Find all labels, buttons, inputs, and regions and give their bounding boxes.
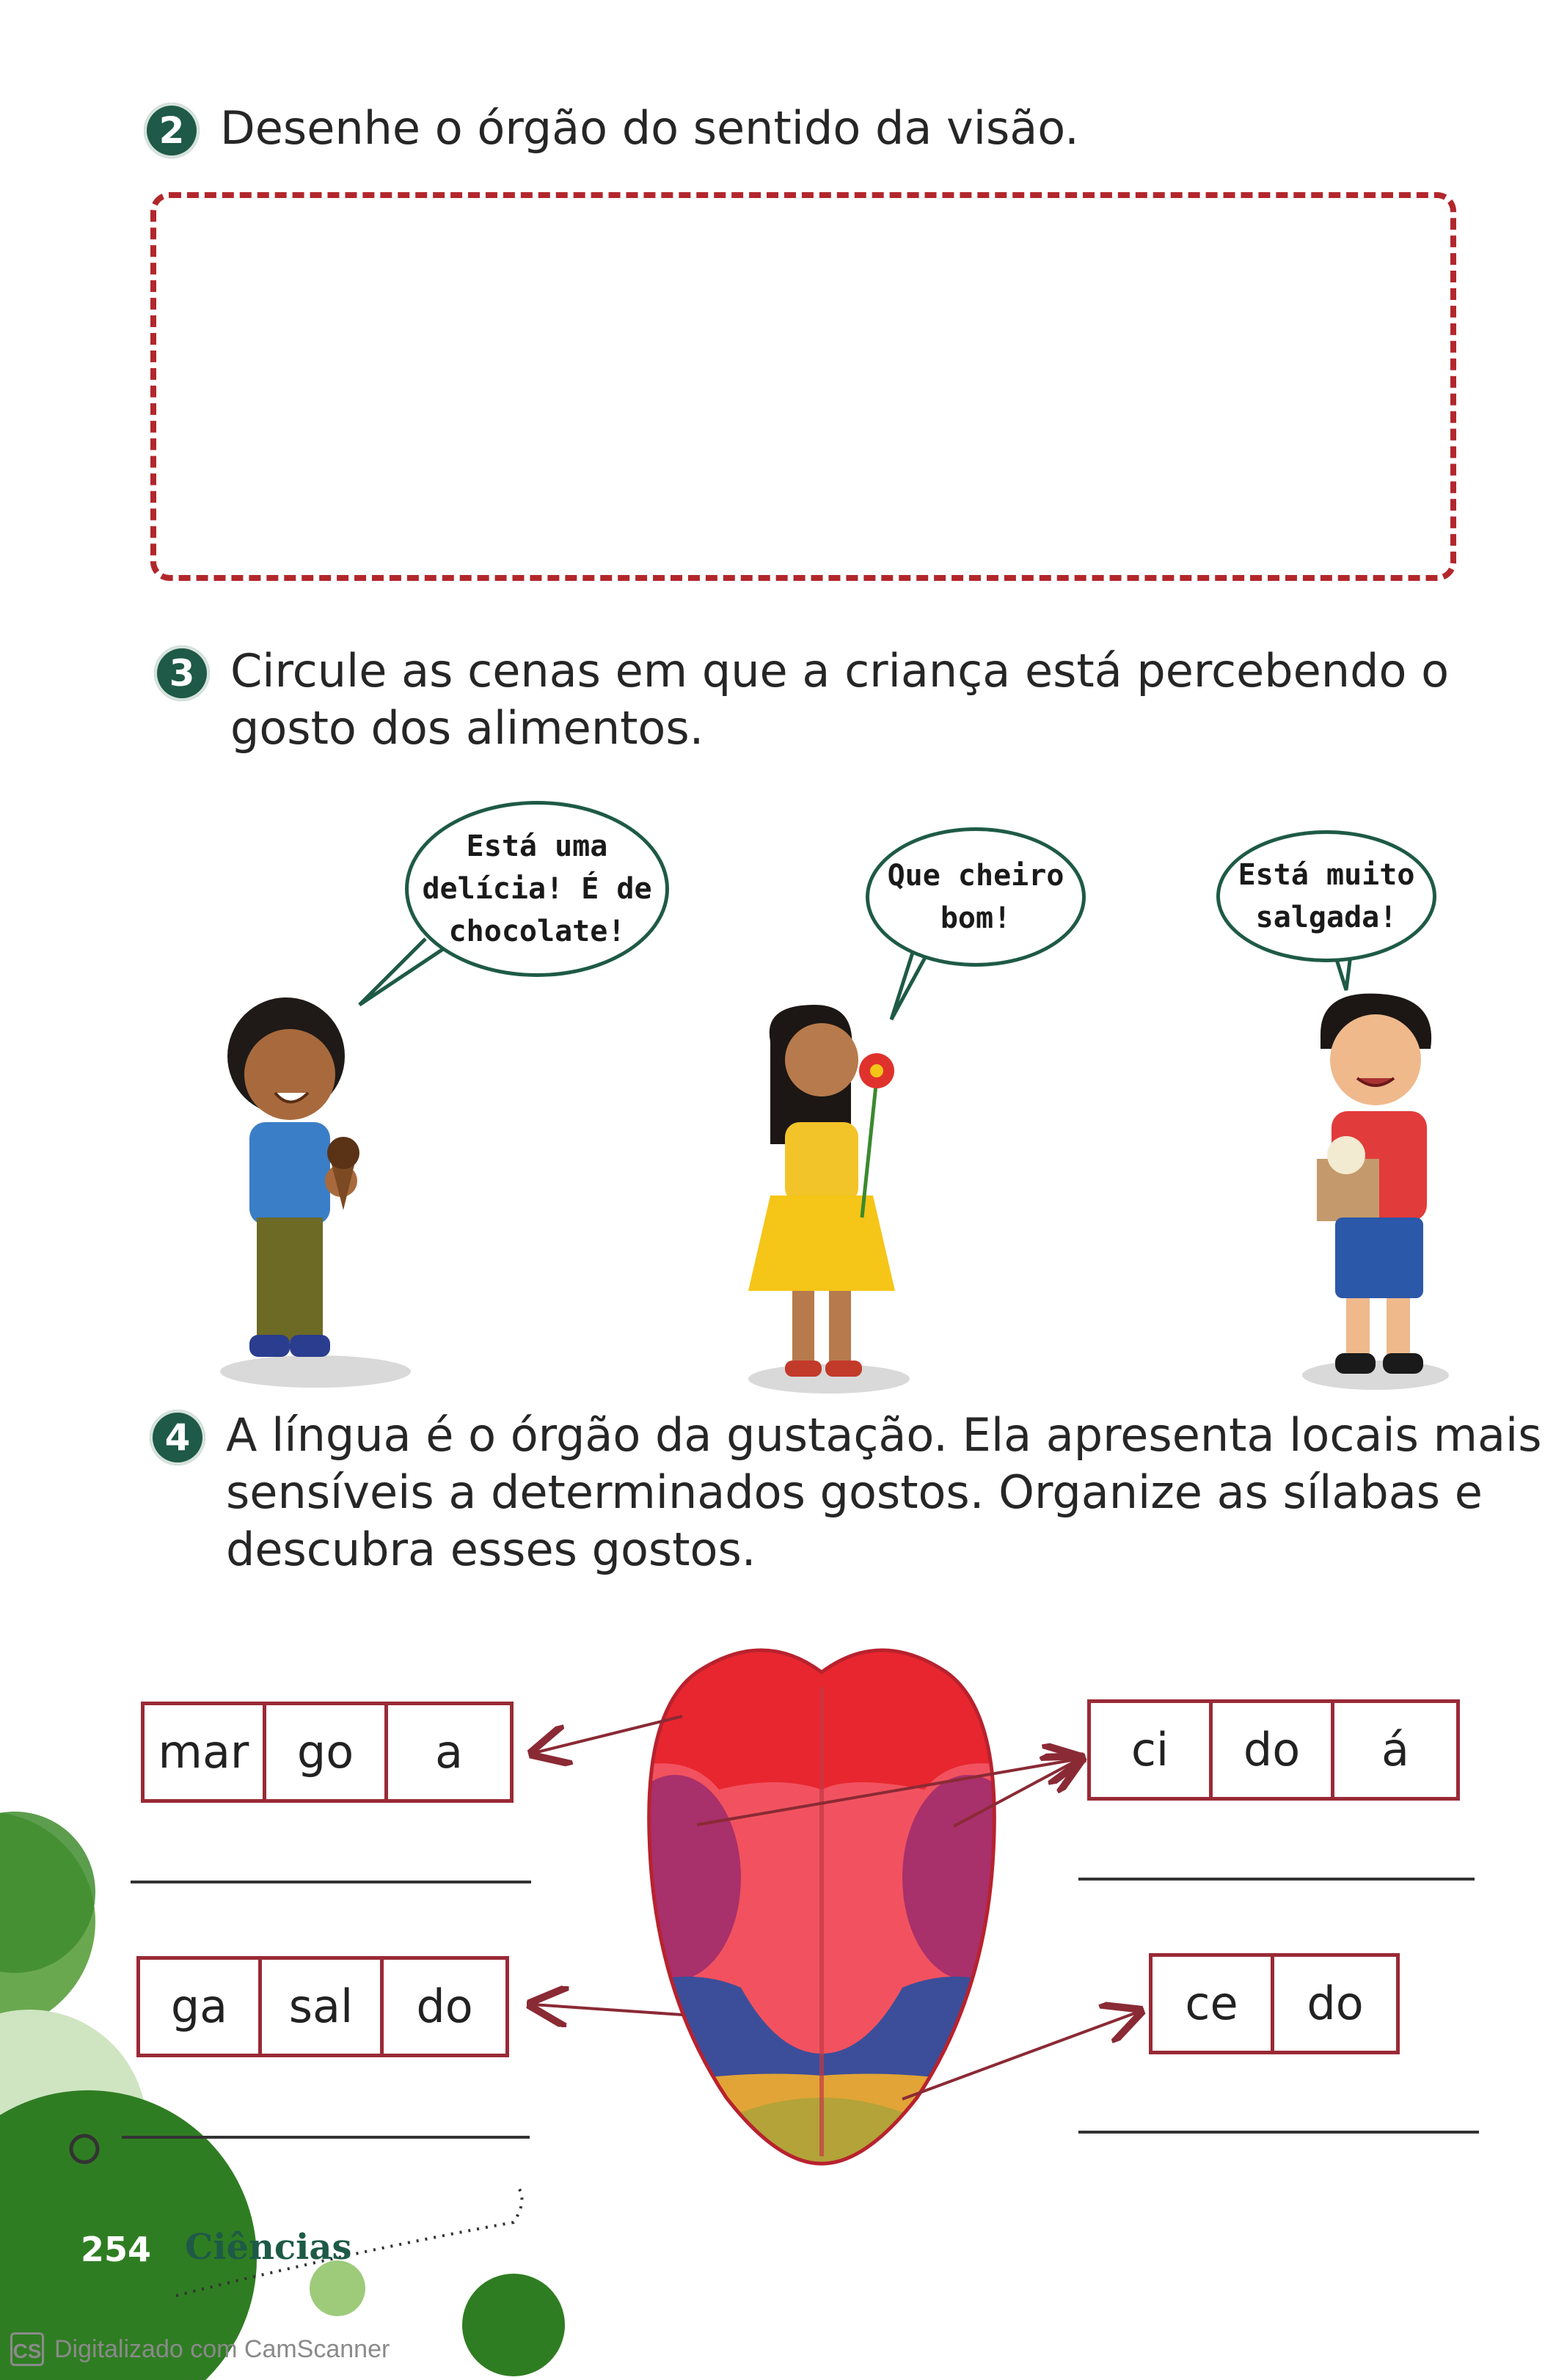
syllable: do (1213, 1703, 1334, 1797)
syllable: sal (262, 1960, 384, 2054)
syllable: ci (1091, 1703, 1213, 1797)
syllable: ce (1153, 1957, 1274, 2051)
girl-smelling-flower-illustration (741, 997, 917, 1394)
boy-eating-salty-food-illustration (1298, 990, 1453, 1394)
question-3-number: 3 (154, 645, 210, 701)
syllable: ga (140, 1960, 262, 2054)
question-4-number: 4 (150, 1410, 205, 1465)
question-2-text: Desenhe o órgão do sentido da visão. (220, 101, 1079, 155)
speech-bubble-2: Que cheiro bom! (866, 827, 1086, 967)
syllable: á (1381, 1723, 1409, 1776)
syllable-group-1 (141, 1702, 514, 1803)
speech-bubble-3: Está muito salgada! (1216, 830, 1436, 962)
answer-line-2[interactable] (1078, 1878, 1475, 1881)
scene-3[interactable] (1203, 814, 1453, 1394)
page-number: 254 (81, 2230, 152, 2269)
syllable: a (435, 1725, 463, 1779)
answer-line-1[interactable] (131, 1881, 531, 1883)
answer-line-4[interactable] (1078, 2131, 1479, 2134)
answer-line-3[interactable] (122, 2136, 530, 2139)
scene-1[interactable] (205, 792, 690, 1394)
syllable-group-2 (1087, 1699, 1460, 1801)
question-3-text: Circule as cenas em que a criança está percebendo o gosto dos alimentos. (230, 644, 1450, 755)
boy-eating-ice-cream-illustration (205, 975, 425, 1394)
scene-2[interactable] (741, 807, 1108, 1394)
scanner-watermark: Digitalizado com CamScanner (54, 2335, 390, 2363)
syllable: mar (145, 1705, 266, 1799)
camscanner-logo-icon: CS (10, 2332, 44, 2366)
drawing-area[interactable] (150, 192, 1456, 581)
syllable-group-4 (1149, 1953, 1400, 2054)
subject-label: Ciências (185, 2227, 352, 2268)
question-4-text: A língua é o órgão da gustação. Ela apresenta locais mais sensíveis a determinados gostos. Organize as sílabas e descubra esses gostos. (226, 1408, 1542, 1576)
syllable-group-3 (136, 1956, 509, 2057)
question-2-number: 2 (144, 103, 200, 158)
syllable: do (1307, 1977, 1364, 2030)
speech-bubble-1: Está uma delícia! É de chocolate! (405, 801, 669, 977)
syllable: do (416, 1980, 473, 2033)
syllable: go (266, 1705, 388, 1799)
